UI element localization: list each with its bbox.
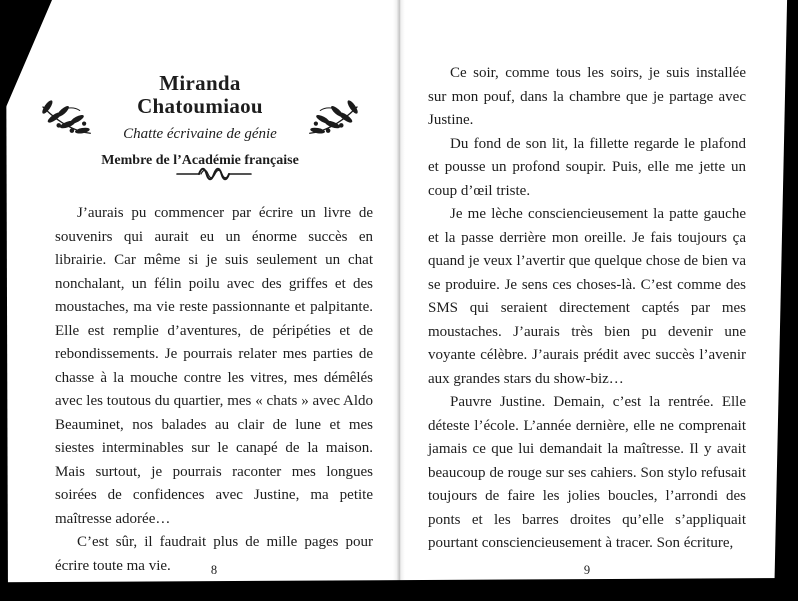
right-page-body	[428, 62, 746, 556]
left-page-body	[55, 202, 373, 578]
page-number-right: 9	[583, 563, 591, 577]
chapter-header	[36, 72, 364, 169]
body-paragraph: J’aurais pu commencer par écrire un livre de souvenirs qui aurait eu un énorme succès en librairie. Car même si je suis seulement un chat nonchalant, un félin poilu avec des griffes et des moustaches, ma vie reste passionnante et palpitante. Elle est remplie d’aventures, de péripéties et de rebondissements. Je pourrais relater mes parties de chasse à la mouche contre les vitres, mes démêlés avec les toutous du quartier, mes « chats » avec Aldo Beauminet, nos balades au clair de lune et mes siestes interminables sur le canapé de la maison. Mais surtout, je pourrais raconter mes longues soirées de confidences avec Justine, ma petite maîtresse adorée…	[55, 205, 373, 527]
page-title: Miranda Chatoumiaou	[137, 71, 263, 119]
body-paragraph: Ce soir, comme tous les soirs, je suis installée sur mon pouf, dans la chambre que je partage avec Justine.	[428, 65, 746, 128]
squiggle-divider-icon	[175, 166, 253, 182]
chapter-title-block	[92, 72, 308, 169]
body-paragraph: C’est sûr, il faudrait plus de mille pages pour écrire toute ma vie.	[55, 534, 373, 574]
laurel-branch-left-icon	[36, 96, 92, 146]
page-subtitle: Chatte écrivaine de génie	[123, 126, 277, 143]
photo-edge-bottom	[0, 577, 798, 601]
body-paragraph: Du fond de son lit, la fillette regarde le plafond et pousse un profond soupir. Puis, elle me jette un coup d’œil triste.	[428, 135, 746, 199]
page-affiliation: Membre de l’Académie française	[101, 153, 299, 169]
body-paragraph: Je me lèche consciencieusement la patte gauche et la passe derrière mon oreille. Je fais toujours ça quand je veux l’avertir que quelque chose de bien va se produire. Je sens ces choses-là. C’est comme des SMS qui seraient directement captés par mes moustaches. J’aurais très bien pu devenir une voyante célèbre. J’aurais prédit avec succès l’avenir aux grandes stars du show-biz…	[428, 206, 746, 387]
page-number-left: 8	[210, 563, 218, 577]
section-divider	[55, 166, 373, 187]
body-paragraph: Pauvre Justine. Demain, c’est la rentrée. Elle déteste l’école. L’année dernière, elle ne comprenait jamais ce que lui demandait la maîtresse. Il y avait beaucoup de rouge sur ses cahiers. Son stylo refusait toujours de faire les jolies boucles, l’arrondi des ponts et les barres droites qu’elle s’appliquait pourtant consciencieusement à tracer. Son écriture,	[428, 394, 746, 551]
laurel-branch-right-icon	[308, 96, 364, 146]
photo-edge-right	[772, 0, 798, 601]
book-gutter-line	[399, 0, 400, 601]
